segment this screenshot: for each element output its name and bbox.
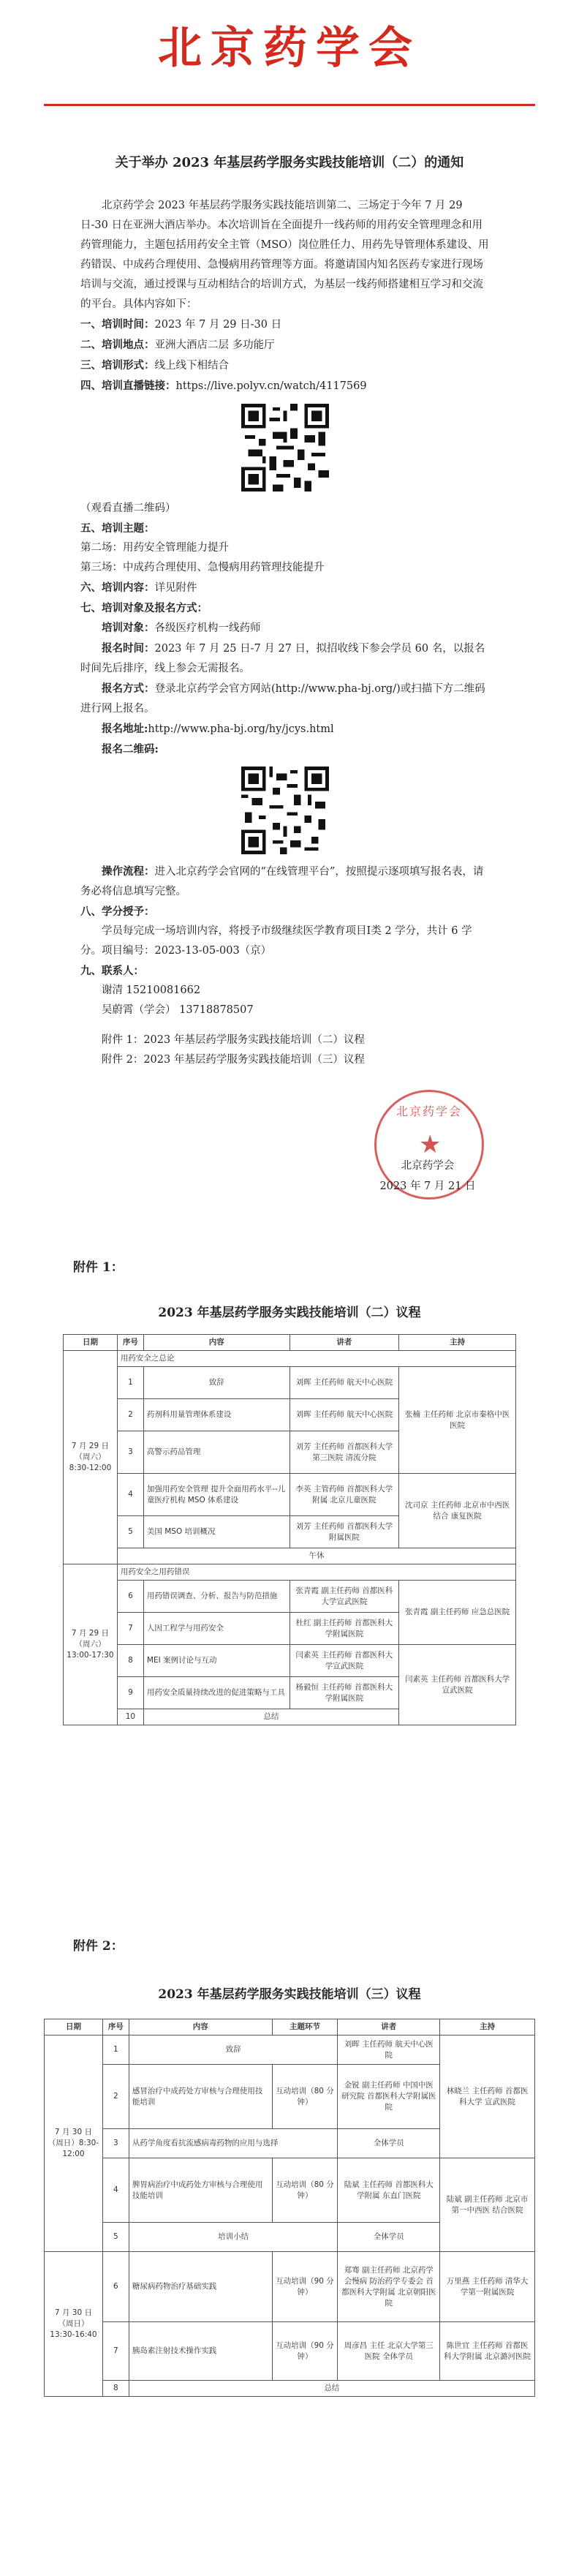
host-cell: 张青霞 副主任药师 应急总医院	[399, 1581, 516, 1645]
item-time	[80, 315, 490, 335]
signature-block	[366, 1156, 490, 1197]
contact-heading: 九、联系人：	[80, 965, 144, 977]
mode-cell: 互动培训（90 分钟）	[272, 2322, 338, 2381]
sign-date: 2023 年 7 月 21 日	[379, 1180, 476, 1192]
speaker-cell: 杨毅恒 主任药师 首都医科大学附属医院	[290, 1677, 399, 1709]
seal-text: 北京药学会	[396, 1104, 462, 1118]
th-no: 序号	[102, 2019, 129, 2035]
live-qr-code[interactable]	[241, 404, 329, 492]
contact-1: 谢清 15210081662	[102, 984, 201, 996]
no-cell: 5	[102, 2223, 129, 2252]
content-heading: 六、培训内容：	[80, 581, 155, 594]
item-form-value: 线上线下相结合	[154, 360, 229, 372]
th-host: 主持	[399, 1335, 516, 1351]
speaker-cell: 刘芳 主任药师 首都医科大学附属医院	[290, 1516, 399, 1548]
content-cell: 高警示药品管理	[143, 1431, 290, 1474]
signup-qr-code[interactable]	[241, 767, 329, 854]
signup-addr-label: 报名地址:	[102, 723, 148, 735]
signup-method-value: 登录北京药学会官方网站(http://www.pha-bj.org/)或扫描下方二维码进行网上报名。	[80, 683, 485, 715]
speaker-cell: 金锐 副主任药师 中国中医研究院 首都医科大学附属医院	[338, 2065, 440, 2129]
topic-session-2: 第二场：用药安全管理能力提升	[80, 542, 229, 554]
table-header-row	[64, 1335, 516, 1351]
table-row	[64, 1367, 516, 1399]
speaker-cell: 全体学员	[338, 2129, 440, 2158]
item-form-label: 三、培训形式：	[80, 359, 155, 372]
th-date: 日期	[64, 1335, 118, 1351]
item-content	[80, 578, 490, 598]
table-row	[64, 1548, 516, 1564]
content-cell: 致辞	[129, 2035, 338, 2065]
speaker-cell: 周彦昌 主任 北京大学第三医院 全体学员	[338, 2322, 440, 2381]
lunch-cell: 午休	[117, 1548, 515, 1564]
content-cell: 药剂科用量管理体系建设	[143, 1399, 290, 1431]
sign-org: 北京药学会	[401, 1160, 455, 1172]
host-cell: 万里燕 主任药师 清华大学第一附属医院	[440, 2252, 535, 2322]
host-cell: 陈世宜 主任药师 首都医科大学附属 北京潞河医院	[440, 2322, 535, 2381]
signup-link[interactable]: http://www.pha-bj.org/hy/jcys.html	[148, 723, 334, 735]
table-row	[45, 2252, 535, 2322]
item-live-label: 四、培训直播链接：	[80, 380, 176, 392]
item-form	[80, 355, 490, 376]
speaker-cell: 陆斌 主任药师 首都医科大学附属 东直门医院	[338, 2158, 440, 2223]
annex-1-label: 附件 1：	[73, 1260, 124, 1275]
speaker-cell: 全体学员	[338, 2223, 440, 2252]
host-cell: 沈司京 主任药师 北京市中西医结合 康复医院	[399, 1474, 516, 1548]
date-cell: 7 月 30 日（周日）13:30-16:40	[45, 2252, 103, 2397]
item-time-value: 2023 年 7 月 29 日-30 日	[154, 319, 282, 331]
th-mode: 主题环节	[272, 2019, 338, 2035]
signup-time-value: 2023 年 7 月 25 日-7 月 27 日，拟招收线下参会学员 60 名，以报名时间先后排序，线上参会无需报名。	[80, 643, 485, 674]
no-cell: 4	[102, 2158, 129, 2223]
speaker-cell: 郑骞 副主任药师 北京药学会慢病 防治药学专委会 首都医科大学附属 北京朝阳医院	[338, 2252, 440, 2322]
table-row	[64, 1645, 516, 1677]
table-row	[64, 1474, 516, 1516]
process-line	[80, 862, 490, 902]
notice-title: 关于举办 2023 年基层药学服务实践技能培训（二）的通知	[115, 155, 464, 170]
no-cell: 7	[117, 1613, 143, 1645]
signup-qr-label: 报名二维码:	[102, 743, 159, 756]
mode-cell: 互动培训（90 分钟）	[272, 2252, 338, 2322]
section-cell: 用药安全之用药错误	[117, 1564, 515, 1581]
host-cell: 林晓兰 主任药师 首都医科大学 宣武医院	[440, 2035, 535, 2158]
date-cell: 7 月 29 日（周六）8:30-12:00	[64, 1351, 118, 1564]
signup-time-line	[80, 639, 490, 679]
th-speaker: 讲者	[290, 1335, 399, 1351]
no-cell: 4	[117, 1474, 143, 1516]
host-cell: 张楠 主任药师 北京市秦格中医医院	[399, 1367, 516, 1474]
host-cell: 陆斌 副主任药师 北京市第一中西医 结合医院	[440, 2158, 535, 2252]
table-row	[45, 2322, 535, 2381]
no-cell: 3	[102, 2129, 129, 2158]
annex-2-title: 2023 年基层药学服务实践技能培训（三）议程	[158, 1987, 421, 2002]
live-link[interactable]: https://live.polyv.cn/watch/4117569	[175, 380, 367, 392]
content-cell: 糖尿病药物治疗基础实践	[129, 2252, 272, 2322]
credit-heading: 八、学分授予：	[80, 905, 155, 918]
content-cell: 总结	[143, 1709, 398, 1725]
annex-2-table	[44, 2019, 535, 2397]
target-line	[80, 618, 490, 639]
live-qr-image	[241, 404, 329, 492]
section-cell: 用药安全之总论	[117, 1351, 515, 1367]
speaker-cell: 刘芳 主任药师 首都医科大学第三医院 清流分院	[290, 1431, 399, 1474]
date-cell: 7 月 30 日（周日）8:30-12:00	[45, 2035, 103, 2252]
no-cell: 9	[117, 1677, 143, 1709]
attachment-2-line: 附件 2：2023 年基层药学服务实践技能培训（三）议程	[102, 1054, 365, 1066]
contact-2: 吴蔚霄（学会） 13718878507	[102, 1004, 254, 1016]
no-cell: 1	[102, 2035, 129, 2065]
content-cell: 脾胃病治疗中成药处方审核与合理使用技能培训	[129, 2158, 272, 2223]
table-row	[64, 1564, 516, 1581]
no-cell: 2	[102, 2065, 129, 2129]
content-cell: 从药学角度看抗流感病毒药物的应用与选择	[129, 2129, 338, 2158]
no-cell: 10	[117, 1709, 143, 1725]
target-label: 培训对象：	[102, 622, 155, 634]
target-heading: 七、培训对象及报名方式：	[80, 602, 208, 614]
no-cell: 5	[117, 1516, 143, 1548]
seal-star-icon: ★	[419, 1130, 442, 1159]
no-cell: 8	[117, 1645, 143, 1677]
th-date: 日期	[45, 2019, 103, 2035]
notice-body	[80, 196, 490, 1070]
intro-paragraph: 北京药学会 2023 年基层药学服务实践技能培训第二、三场定于今年 7 月 29 日-30 日在亚洲大酒店举办。本次培训旨在全面提升一线药师的用药安全管理理念和用药管理能力，主题包括用药安全主管（MSO）岗位胜任力、用药先导管理体系建设、用药错误、中成药合理使用、急慢病用药管理等方面。将邀请国内知名医药专家进行现场培训与交流，通过授课与互动相结合的培训方式，为基层一线药师搭建相互学习和交流的平台。具体内容如下：	[80, 200, 489, 310]
signup-method-label: 报名方式：	[102, 682, 155, 695]
no-cell: 7	[102, 2322, 129, 2381]
content-value: 详见附件	[154, 582, 197, 594]
no-cell: 3	[117, 1431, 143, 1474]
topic-session-3: 第三场：中成药合理使用、急慢病用药管理技能提升	[80, 562, 325, 573]
host-cell: 闫素英 主任药师 首都医科大学 宣武医院	[399, 1645, 516, 1725]
no-cell: 6	[102, 2252, 129, 2322]
content-cell: 培训小结	[129, 2223, 338, 2252]
content-cell: MEI 案例讨论与互动	[143, 1645, 290, 1677]
item-live-link	[80, 376, 490, 396]
process-value: 进入北京药学会官网的“在线管理平台”，按照提示逐项填写报名表，请务必将信息填写完整。	[80, 866, 484, 897]
process-label: 操作流程：	[102, 865, 155, 878]
content-cell: 用药错误调查、分析、报告与防范措施	[143, 1581, 290, 1613]
mode-cell: 互动培训（80 分钟）	[272, 2158, 338, 2223]
table-row	[64, 1581, 516, 1613]
letterhead-title: 北京药学会	[158, 23, 421, 74]
content-cell: 感冒治疗中成药处方审核与合理使用技能培训	[129, 2065, 272, 2129]
table-row	[64, 1351, 516, 1367]
th-speaker: 讲者	[338, 2019, 440, 2035]
item-time-label: 一、培训时间：	[80, 318, 155, 331]
no-cell: 8	[102, 2381, 129, 2397]
no-cell: 1	[117, 1367, 143, 1399]
credit-value: 学员每完成一场培训内容，将授予市级继续医学教育项目Ⅰ类 2 学分，共计 6 学分。项目编号：2023-13-05-003（京）	[80, 925, 472, 957]
th-host: 主持	[440, 2019, 535, 2035]
th-content: 内容	[143, 1335, 290, 1351]
item-place-label: 二、培训地点：	[80, 339, 155, 351]
table-header-row	[45, 2019, 535, 2035]
content-cell: 胰岛素注射技术操作实践	[129, 2322, 272, 2381]
content-cell: 用药安全质量持续改进的促进策略与工具	[143, 1677, 290, 1709]
speaker-cell: 闫素英 主任药师 首都医科大学宣武医院	[290, 1645, 399, 1677]
th-content: 内容	[129, 2019, 272, 2035]
speaker-cell: 刘晖 主任药师 航天中心医院	[338, 2035, 440, 2065]
speaker-cell: 杜红 副主任药师 首都医科大学附属医院	[290, 1613, 399, 1645]
table-row	[45, 2035, 535, 2065]
target-value: 各级医疗机构一线药师	[154, 622, 261, 634]
speaker-cell: 张青霞 副主任药师 首都医科大学宣武医院	[290, 1581, 399, 1613]
content-cell: 人因工程学与用药安全	[143, 1613, 290, 1645]
no-cell: 2	[117, 1399, 143, 1431]
attachment-1-line: 附件 1：2023 年基层药学服务实践技能培训（二）议程	[102, 1034, 365, 1046]
no-cell: 6	[117, 1581, 143, 1613]
speaker-cell: 李英 主管药师 首都医科大学附属 北京儿童医院	[290, 1474, 399, 1516]
topics-heading: 五、培训主题：	[80, 522, 155, 535]
annex-1-title: 2023 年基层药学服务实践技能培训（二）议程	[158, 1306, 421, 1320]
content-cell: 致辞	[143, 1367, 290, 1399]
th-no: 序号	[117, 1335, 143, 1351]
content-cell: 总结	[129, 2381, 534, 2397]
speaker-cell: 刘晖 主任药师 航天中心医院	[290, 1399, 399, 1431]
content-cell: 美国 MSO 培训概况	[143, 1516, 290, 1548]
table-row	[45, 2381, 535, 2397]
date-cell: 7 月 29 日（周六）13:00-17:30	[64, 1564, 118, 1725]
mode-cell: 互动培训（80 分钟）	[272, 2065, 338, 2129]
letterhead-rule	[44, 104, 535, 106]
item-place-value: 亚洲大酒店二层 多功能厅	[154, 339, 275, 351]
content-cell: 加强用药安全管理 提升全面用药水平--儿童医疗机构 MSO 体系建设	[143, 1474, 290, 1516]
signup-method-line	[80, 679, 490, 719]
speaker-cell: 刘晖 主任药师 航天中心医院	[290, 1367, 399, 1399]
signup-addr-line	[80, 719, 490, 739]
signup-time-label: 报名时间：	[102, 642, 155, 655]
item-place	[80, 335, 490, 355]
live-qr-caption: （观看直播二维码）	[80, 502, 176, 514]
annex-2-label: 附件 2：	[73, 1939, 124, 1954]
annex-1-table	[63, 1334, 516, 1725]
table-row	[45, 2158, 535, 2223]
signup-qr-image	[241, 767, 329, 854]
